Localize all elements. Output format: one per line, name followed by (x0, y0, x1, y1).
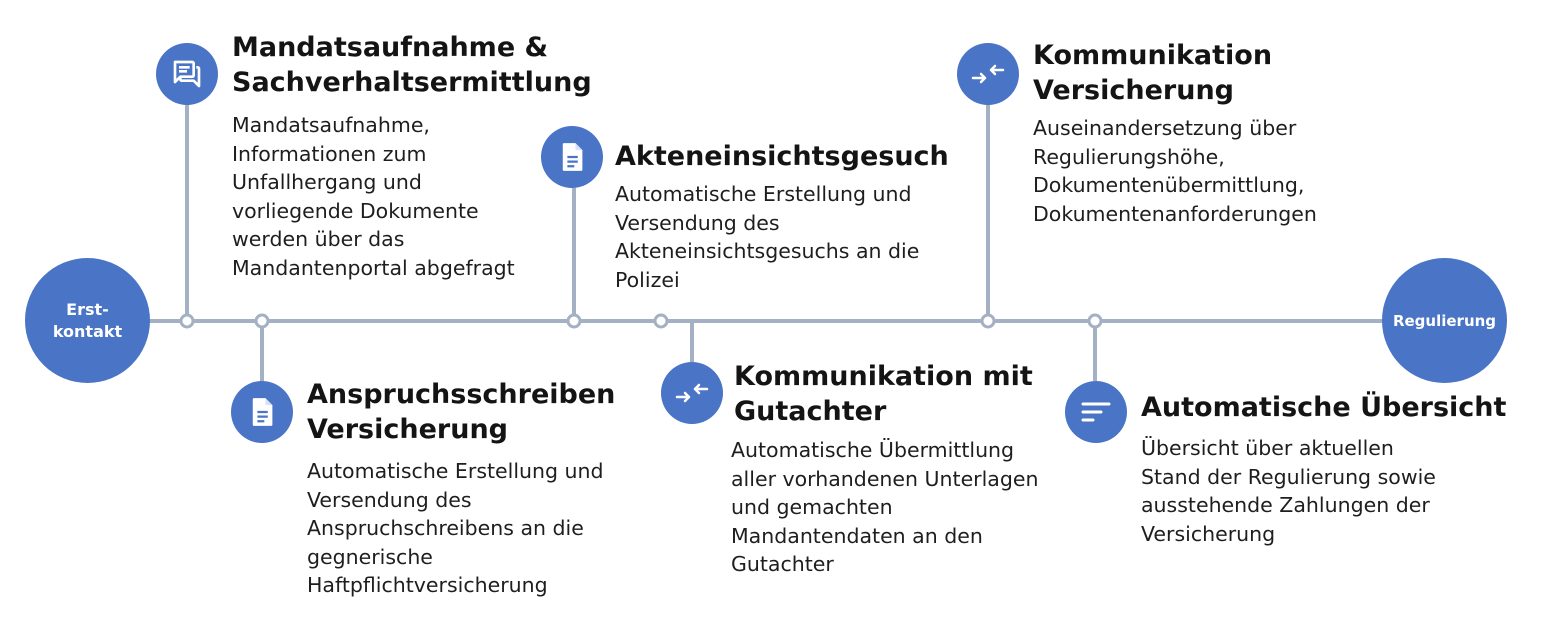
timeline-node (982, 315, 994, 327)
document-icon (558, 142, 586, 172)
step-5-description: Auseinandersetzung über Regulierungshöhe, Dokumentenübermittlung, Dokumentenanforderungen (1033, 116, 1317, 226)
step-1-title: Mandatsaufnahme & Sachverhaltsermittlung (232, 32, 592, 98)
step-3-description: Automatische Erstellung und Versendung des Akteneinsichtsgesuchs an die Polizei (615, 182, 920, 292)
timeline-node (655, 315, 667, 327)
step-2-title: Anspruchsschreiben Versicherung (307, 379, 616, 445)
step-4-description: Automatische Übermittlung aller vorhandenen Unterlagen und gemachten Mandantendaten an den Gutachter (731, 438, 1039, 576)
step-4-icon-circle (661, 362, 723, 424)
step-1-description: Mandatsaufnahme, Informationen zum Unfallhergang und vorliegende Dokumente werden über das Mandantenportal abgefragt (232, 113, 515, 280)
timeline-node (181, 315, 193, 327)
step-5-title: Kommunikation Versicherung (1033, 40, 1273, 106)
step-3-icon-circle (541, 126, 603, 188)
timeline-node (1089, 315, 1101, 327)
summary-lines-icon (1081, 401, 1111, 423)
step-3-title: Akteneinsichtsgesuch (615, 141, 949, 172)
end-label: Regulierung (1392, 311, 1497, 330)
step-2-description: Automatische Erstellung und Versendung des Anspruchschreibens an die gegnerische Haftpflichtversicherung (307, 459, 604, 597)
timeline-node (256, 315, 268, 327)
step-5-icon-circle (957, 43, 1019, 105)
step-6-title: Automatische Übersicht (1141, 392, 1507, 423)
step-4-title: Kommunikation mit Gutachter (734, 361, 1033, 427)
start-circle (25, 258, 150, 383)
document-icon (248, 397, 276, 427)
step-6-description: Übersicht über aktuellen Stand der Regulierung sowie ausstehende Zahlungen der Versicherung (1141, 436, 1436, 546)
chat-icon (171, 58, 203, 90)
end-circle (1382, 258, 1507, 383)
step-1-icon-circle (156, 43, 218, 105)
exchange-arrows-icon (675, 382, 709, 404)
timeline-node (568, 315, 580, 327)
start-label: Erst- kontakt (52, 299, 123, 341)
step-2-icon-circle (231, 381, 293, 443)
exchange-arrows-icon (971, 63, 1005, 85)
step-6-icon-circle (1065, 381, 1127, 443)
